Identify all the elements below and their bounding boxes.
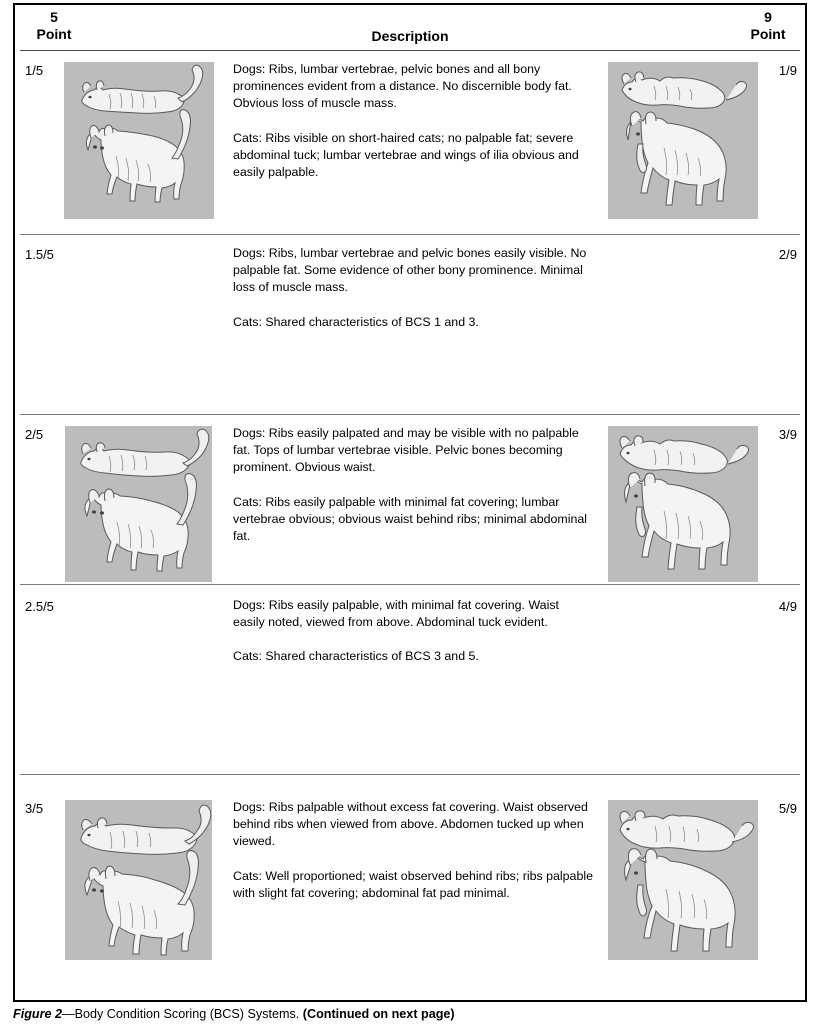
dog-illustration-bcs-1 — [608, 62, 758, 219]
row-score-5point: 1/5 — [25, 63, 44, 78]
cat-art-svg — [65, 800, 212, 960]
table-row-bcs-2 — [15, 235, 805, 415]
dog-art-svg — [608, 426, 758, 582]
row-description-bcs-1 — [233, 61, 593, 181]
table-row-bcs-3 — [15, 415, 805, 585]
column-header-9point-word: Point — [750, 26, 786, 42]
dog-art-svg — [608, 800, 758, 960]
row-description-bcs-5 — [233, 799, 593, 902]
cat-art-svg — [64, 62, 214, 219]
row-description-cats: Cats: Well proportioned; waist observed behind ribs; ribs palpable with slight fat covering; abdominal fat pad minimal. — [233, 868, 593, 900]
cat-art-svg — [65, 426, 212, 582]
bcs-table — [13, 3, 807, 1002]
figure-caption — [13, 1006, 813, 1022]
column-header-description-label: Description — [371, 28, 449, 44]
dog-art-svg — [608, 62, 758, 219]
table-row-bcs-1 — [15, 51, 805, 215]
column-header-5point-number: 5 — [50, 9, 58, 25]
row-description-cats: Cats: Ribs visible on short-haired cats; no palpable fat; severe abdominal tuck; lumbar vertebrae and wings of ilia obvious and easily palpable. — [233, 130, 579, 180]
row-score-9point: 1/9 — [778, 63, 797, 78]
table-row-bcs-5 — [15, 775, 805, 1003]
row-description-dogs: Dogs: Ribs easily palpable, with minimal fat covering. Waist easily noted, viewed from above. Abdominal tuck evident. — [233, 598, 559, 630]
column-header-9point-number: 9 — [764, 9, 772, 25]
figure-caption-label: Figure 2 — [13, 1007, 62, 1021]
dog-illustration-bcs-3 — [608, 426, 758, 582]
table-row-bcs-4 — [15, 585, 805, 775]
figure-caption-continued: (Continued on next page) — [302, 1007, 455, 1021]
row-description-bcs-4 — [233, 597, 593, 666]
row-description-dogs: Dogs: Ribs easily palpated and may be visible with no palpable fat. Tops of lumbar vertebrae visible. Pelvic bones becoming prominent. Obvious waist. — [233, 426, 579, 475]
cat-illustration-bcs-5 — [65, 800, 212, 960]
figure-caption-dash: — — [62, 1007, 75, 1021]
row-score-5point: 2/5 — [25, 427, 44, 442]
column-header-9point-word-wrap — [737, 27, 799, 42]
row-score-5point: 1.5/5 — [25, 247, 54, 262]
row-score-9point: 2/9 — [778, 247, 797, 262]
row-description-cats: Cats: Shared characteristics of BCS 1 and 3. — [233, 314, 479, 329]
row-description-dogs: Dogs: Ribs, lumbar vertebrae and pelvic bones easily visible. No palpable fat. Some evidence of other bony prominence. Minimal loss of muscle mass. — [233, 246, 587, 295]
row-score-9point: 4/9 — [778, 599, 797, 614]
table-header — [15, 5, 805, 49]
row-score-9point: 3/9 — [778, 427, 797, 442]
row-description-bcs-3 — [233, 425, 593, 545]
column-header-description — [15, 26, 805, 44]
row-description-cats: Cats: Shared characteristics of BCS 3 and 5. — [233, 649, 479, 664]
row-score-5point: 3/5 — [25, 801, 44, 816]
dog-illustration-bcs-5 — [608, 800, 758, 960]
figure-caption-title: Body Condition Scoring (BCS) Systems. — [74, 1007, 300, 1021]
column-header-9point — [737, 10, 799, 25]
row-description-dogs: Dogs: Ribs, lumbar vertebrae, pelvic bones and all bony prominences evident from a distance. No discernible body fat. Obvious loss of muscle mass. — [233, 62, 572, 111]
cat-illustration-bcs-1 — [64, 62, 214, 219]
row-description-dogs: Dogs: Ribs palpable without excess fat covering. Waist observed behind ribs when viewed from above. Abdomen tucked up when viewed. — [233, 800, 588, 849]
row-description-cats: Cats: Ribs easily palpable with minimal fat covering; lumbar vertebrae obvious; obvious waist behind ribs; minimal abdominal fat. — [233, 494, 588, 544]
row-description-bcs-2 — [233, 245, 593, 331]
column-header-5point — [23, 10, 85, 25]
row-score-9point: 5/9 — [778, 801, 797, 816]
row-score-5point: 2.5/5 — [25, 599, 54, 614]
column-header-5point-word: Point — [36, 26, 72, 42]
cat-illustration-bcs-3 — [65, 426, 212, 582]
